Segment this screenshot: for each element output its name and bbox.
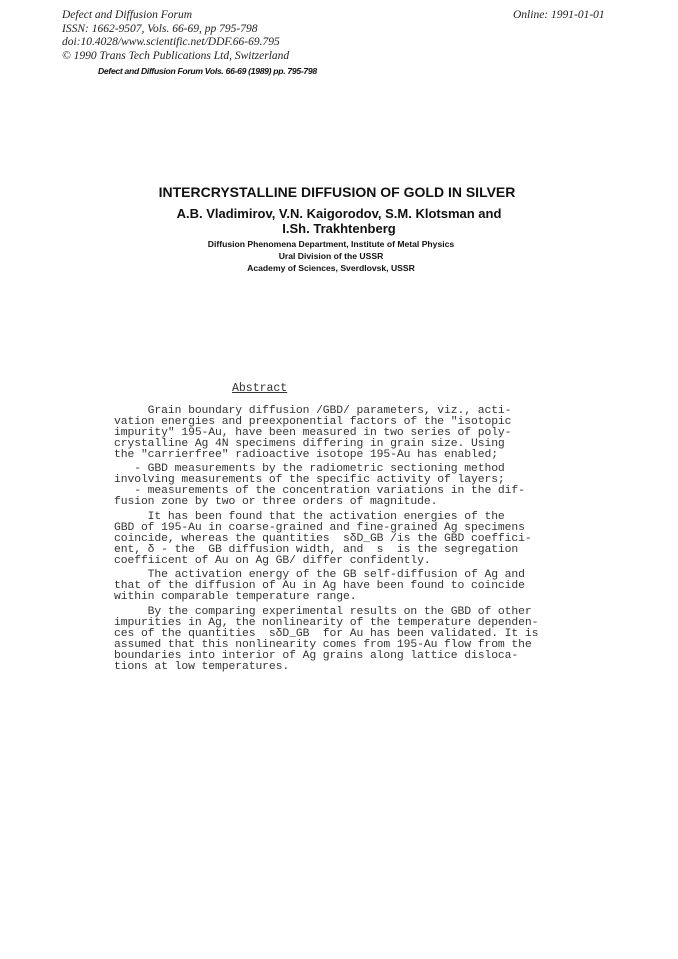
header-line: © 1990 Trans Tech Publications Ltd, Switzerland [62, 49, 290, 62]
text-line: crystalline Ag 4N specimens differing in grain size. Using [114, 437, 505, 450]
text-line: GBD of 195-Au in coarse-grained and fine-grained Ag specimens [114, 521, 525, 534]
citation-header [62, 9, 289, 63]
affiliation-line: Ural Division of the USSR [278, 251, 384, 261]
abstract-heading: Abstract [232, 382, 288, 395]
header-line: Defect and Diffusion Forum [62, 9, 192, 21]
text-line: boundaries into interior of Ag grains along lattice disloca- [114, 649, 519, 662]
header-line: doi:10.4028/www.scientific.net/DDF.66-69.795 [62, 36, 280, 49]
text-line: impurity" 195-Au, have been measured in two series of poly- [114, 426, 512, 439]
text-line: By the comparing experimental results on the GBD of other [114, 606, 532, 619]
text-line: the "carrierfree" radioactive isotope 195-Au has enabled; [114, 448, 498, 461]
abstract-paragraph [114, 570, 538, 603]
authors-line: A.B. Vladimirov, V.N. Kaigorodov, S.M. Klotsman and [176, 206, 502, 221]
authors-line: I.Sh. Trakhtenberg [282, 221, 396, 236]
paper-title: INTERCRYSTALLINE DIFFUSION OF GOLD IN SILVER [158, 184, 516, 200]
abstract-body [114, 406, 538, 676]
text-line: - measurements of the concentration variations in the dif- [114, 485, 525, 498]
affiliation-line: Diffusion Phenomena Department, Institute of Metal Physics [207, 239, 455, 249]
journal-line: Defect and Diffusion Forum Vols. 66-69 (1989) pp. 795-798 [98, 66, 317, 76]
text-line: coincide, whereas the quantities sδD_GB /is the GBD coeffici- [114, 532, 532, 545]
text-line: within comparable temperature range. [114, 591, 357, 604]
text-line: involving measurements of the specific activity of layers; [114, 474, 505, 487]
abstract-paragraph [114, 406, 538, 460]
text-line: - GBD measurements by the radiometric sectioning method [114, 463, 505, 476]
affiliation-line: Academy of Sciences, Sverdlovsk, USSR [247, 263, 415, 273]
text-line: coeffiicent of Au on Ag GB/ differ confidently. [114, 554, 431, 567]
abstract-paragraph [114, 464, 538, 508]
header-line: ISSN: 1662-9507, Vols. 66-69, pp 795-798 [62, 22, 258, 35]
text-line: vation energies and preexponential factors of the "isotopic [114, 415, 512, 428]
text-line: that of the diffusion of Au in Ag have been found to coincide [114, 580, 525, 593]
text-line: It has been found that the activation energies of the [114, 511, 505, 524]
abstract-paragraph [114, 607, 538, 672]
abstract-paragraph [114, 512, 538, 566]
text-line: assumed that this nonlinearity comes from 195-Au flow from the [114, 638, 532, 651]
text-line: ces of the quantities sδD_GB for Au has been validated. It is [114, 627, 539, 640]
text-line: impurities in Ag, the nonlinearity of the temperature dependen- [114, 617, 539, 630]
online-date: Online: 1991-01-01 [513, 9, 605, 21]
text-line: tions at low temperatures. [114, 660, 290, 673]
text-line: fusion zone by two or three orders of magnitude. [114, 496, 438, 509]
text-line: The activation energy of the GB self-diffusion of Ag and [114, 569, 525, 582]
text-line: ent, δ - the GB diffusion width, and s is the segregation [114, 543, 519, 556]
text-line: Grain boundary diffusion /GBD/ parameters, viz., acti- [114, 405, 512, 417]
